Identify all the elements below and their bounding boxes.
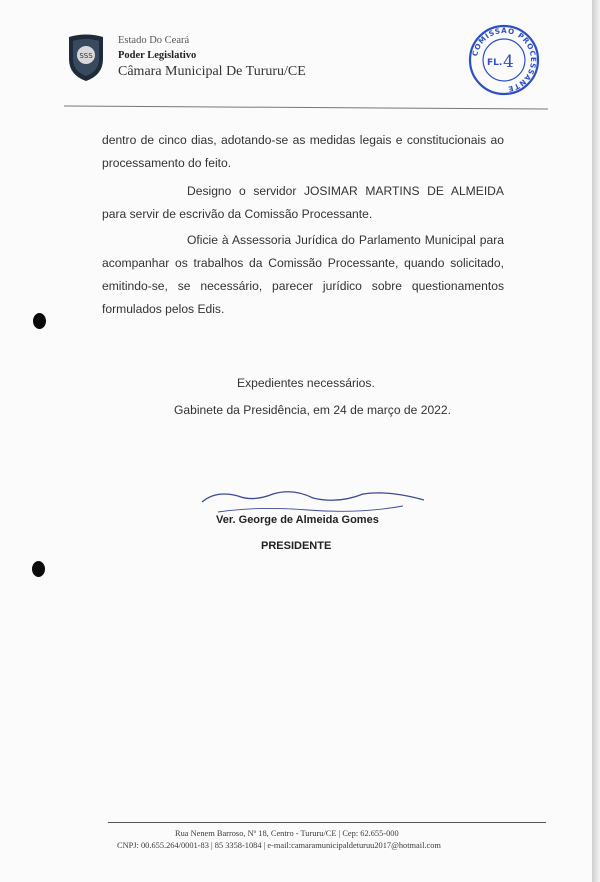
footer-divider [108, 822, 546, 823]
page-number-stamp [468, 24, 540, 96]
footer-contact: CNPJ: 00.655.264/0001-83 | 85 3358-1084 | e-mail:camaramunicipaldeturuu2017@hotmail.com [117, 841, 441, 850]
scan-edge [592, 0, 600, 882]
signer-name: Ver. George de Almeida Gomes [216, 514, 379, 526]
svg-text:4: 4 [503, 52, 514, 72]
header-power: Poder Legislativo [118, 50, 197, 61]
paragraph-deadline: dentro de cinco dias, adotando-se as medidas legais e constitucionais ao processamento do feito. [102, 133, 504, 170]
punch-hole [33, 313, 46, 329]
handwritten-signature [198, 482, 430, 518]
signer-role: PRESIDENTE [261, 540, 332, 552]
header-divider [64, 106, 548, 110]
paragraph-clerk-designation: Designo o servidor JOSIMAR MARTINS DE ALMEIDA para servir de escrivão da Comissão Processante. [102, 184, 504, 221]
svg-text:FL.: FL. [487, 58, 503, 68]
date-line: Gabinete da Presidência, em 24 de março de 2022. [174, 403, 451, 417]
svg-text:SSS: SSS [79, 52, 93, 60]
header-chamber: Câmara Municipal De Tururu/CE [118, 64, 306, 79]
svg-text:COMISSÃO PROCESSANTE: COMISSÃO PROCESSANTE [470, 25, 539, 94]
paragraph-legal-advisory: Oficie à Assessoria Jurídica do Parlamento Municipal para acompanhar os trabalhos da Comissão Processante, quando solicitado, emitindo-se, se necessário, parecer jurídico sobre questionamentos formulados pelos Edis. [102, 233, 504, 316]
punch-hole [32, 561, 45, 577]
municipal-crest-icon [66, 33, 106, 83]
header-state: Estado Do Ceará [118, 35, 190, 46]
expedientes-line: Expedientes necessários. [237, 376, 375, 390]
footer-address: Rua Nenem Barroso, Nº 18, Centro - Tururu/CE | Cep: 62.655-000 [175, 829, 399, 838]
